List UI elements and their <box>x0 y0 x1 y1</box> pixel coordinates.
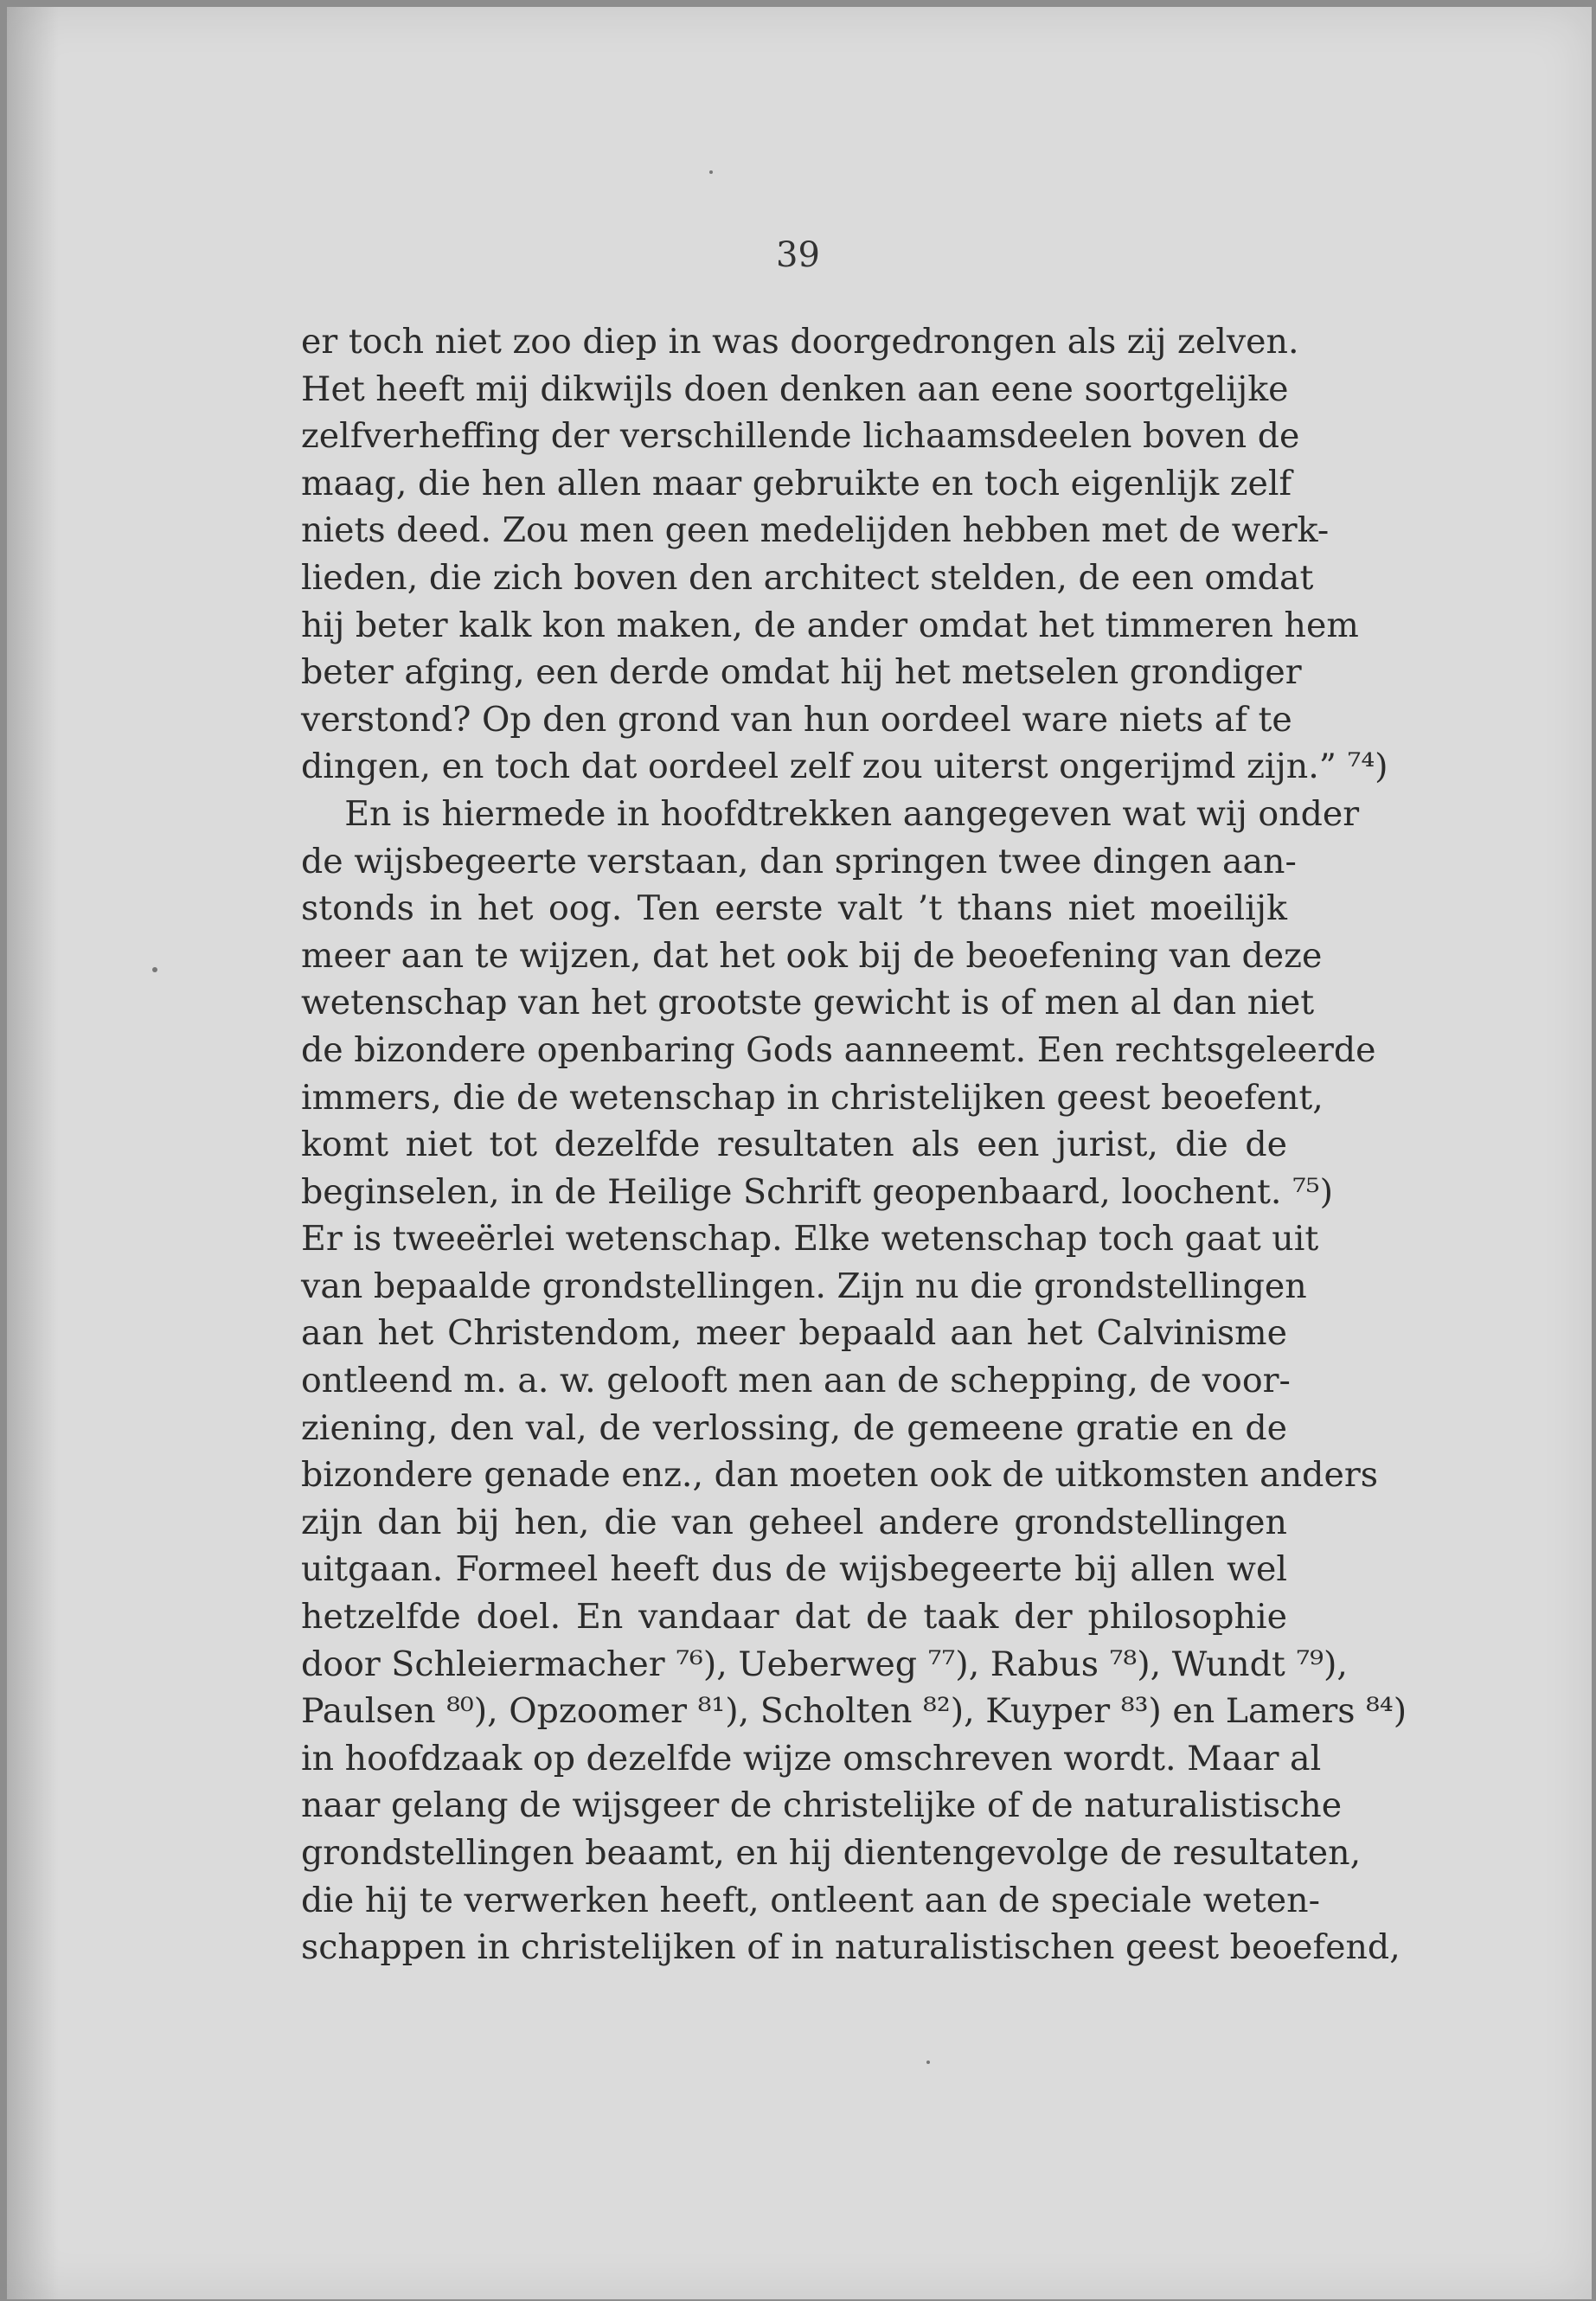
text-line: Er is tweeërlei wetenschap. Elke wetenschap toch gaat uit <box>301 1219 1319 1259</box>
text-line: maag, die hen allen maar gebruikte en toch eigenlijk zelf <box>301 463 1292 503</box>
paper-speck <box>926 2061 930 2064</box>
text-line: grondstellingen beaamt, en hij dientengevolge de resultaten, <box>301 1833 1362 1873</box>
text-line: de wijsbegeerte verstaan, dan springen twee dingen aan- <box>301 841 1297 881</box>
text-line: ziening, den val, de verlossing, de gemeene gratie en de <box>301 1407 1287 1448</box>
text-line: de bizondere openbaring Gods aanneemt. Een rechtsgeleerde <box>301 1029 1376 1070</box>
text-line: hetzelfde doel. En vandaar dat de taak der philosophie <box>301 1597 1287 1638</box>
paper-speck <box>152 967 157 972</box>
text-line: schappen in christelijken of in naturalistischen geest beoefend, <box>301 1927 1401 1968</box>
text-line: door Schleiermacher ⁷⁶), Ueberweg ⁷⁷), Rabus ⁷⁸), Wundt ⁷⁹), <box>301 1644 1348 1684</box>
text-line: immers, die de wetenschap in christelijken geest beoefent, <box>301 1077 1324 1118</box>
page-number: 39 <box>776 235 820 275</box>
text-line: Paulsen ⁸⁰), Opzoomer ⁸¹), Scholten ⁸²), Kuyper ⁸³) en Lamers ⁸⁴) <box>301 1691 1407 1732</box>
text-line: ontleend m. a. w. gelooft men aan de schepping, de voor- <box>301 1361 1291 1401</box>
page-gutter-shadow <box>7 7 59 2299</box>
text-line: meer aan te wijzen, dat het ook bij de beoefening van deze <box>301 935 1323 976</box>
text-line: aan het Christendom, meer bepaald aan het Calvinisme <box>301 1313 1287 1354</box>
text-line: van bepaalde grondstellingen. Zijn nu die grondstellingen <box>301 1266 1307 1306</box>
text-line: Het heeft mij dikwijls doen denken aan eene soortgelijke <box>301 369 1289 409</box>
text-line: zijn dan bij hen, die van geheel andere grondstellingen <box>301 1502 1287 1542</box>
text-line: bizondere genade enz., dan moeten ook de uitkomsten anders <box>301 1455 1378 1496</box>
text-line: lieden, die zich boven den architect stelden, de een omdat <box>301 557 1314 598</box>
text-line: beginselen, in de Heilige Schrift geopenbaard, loochent. ⁷⁵) <box>301 1171 1334 1212</box>
text-line: hij beter kalk kon maken, de ander omdat het timmeren hem <box>301 605 1359 645</box>
paper-speck <box>709 170 713 174</box>
text-line: dingen, en toch dat oordeel zelf zou uiterst ongerijmd zijn.” ⁷⁴) <box>301 747 1388 787</box>
text-line: komt niet tot dezelfde resultaten als een jurist, die de <box>301 1125 1287 1165</box>
text-line: En is hiermede in hoofdtrekken aangegeven wat wij onder <box>301 793 1360 834</box>
text-line: uitgaan. Formeel heeft dus de wijsbegeerte bij allen wel <box>301 1549 1287 1590</box>
text-line: zelfverheffing der verschillende lichaamsdeelen boven de <box>301 416 1300 457</box>
text-line: in hoofdzaak op dezelfde wijze omschreven wordt. Maar al <box>301 1738 1322 1779</box>
text-line: verstond? Op den grond van hun oordeel ware niets af te <box>301 699 1292 740</box>
text-line: wetenschap van het grootste gewicht is of men al dan niet <box>301 983 1315 1023</box>
text-line: niets deed. Zou men geen medelijden hebben met de werk- <box>301 510 1330 551</box>
text-line: stonds in het oog. Ten eerste valt ’t thans niet moeilijk <box>301 888 1287 929</box>
text-line: die hij te verwerken heeft, ontleent aan de speciale weten- <box>301 1880 1320 1920</box>
text-line: naar gelang de wijsgeer de christelijke of de naturalistische <box>301 1785 1343 1826</box>
text-line: beter afging, een derde omdat hij het metselen grondiger <box>301 652 1302 693</box>
body-text <box>301 318 1407 1971</box>
text-line: er toch niet zoo diep in was doorgedrongen als zij zelven. <box>301 322 1299 362</box>
